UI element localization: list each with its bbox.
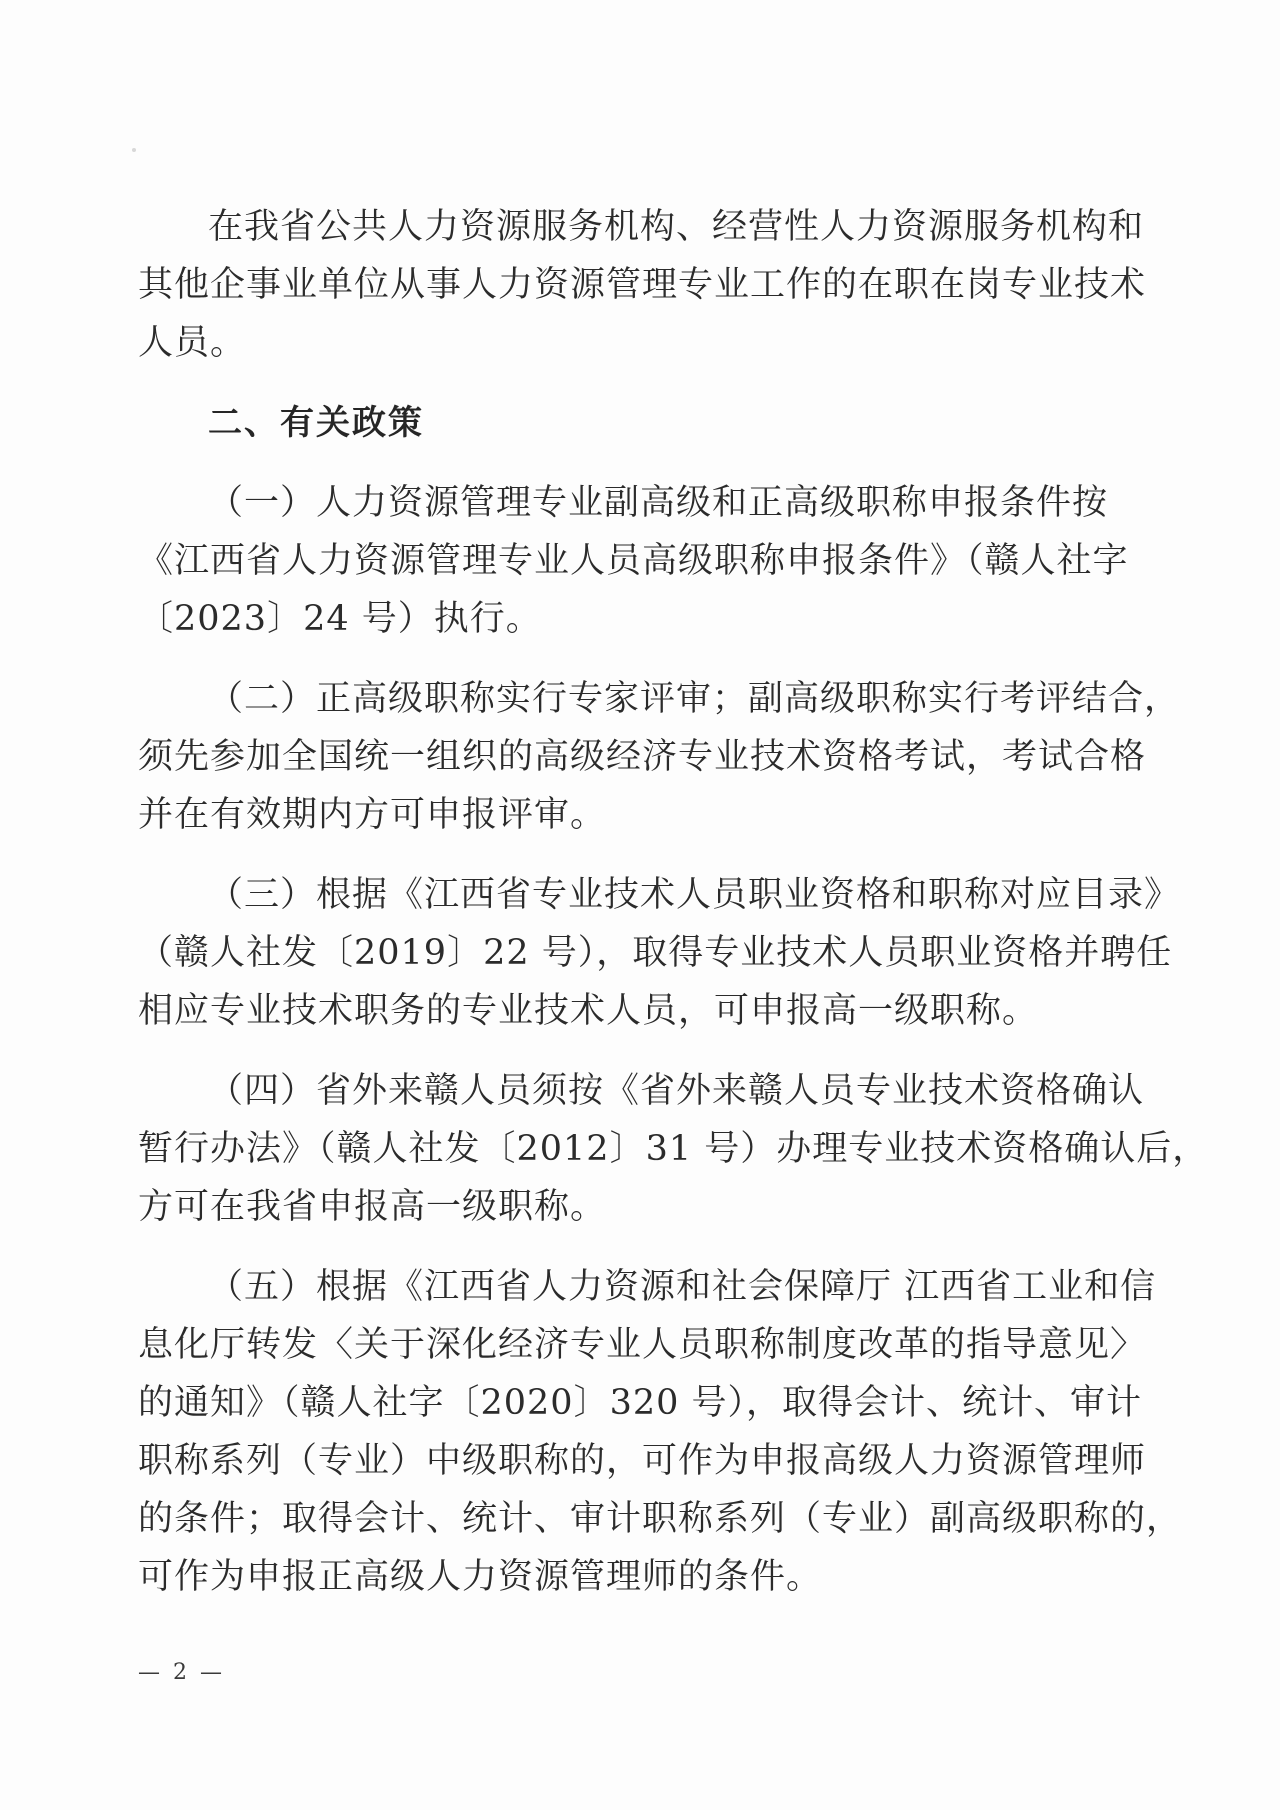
policy-item-4 bbox=[138, 1062, 1209, 1236]
policy-item-2 bbox=[138, 670, 1181, 844]
paragraph-line: 〔2023〕24 号）执行。 bbox=[138, 599, 542, 639]
paragraph-line: 并在有效期内方可申报评审。 bbox=[138, 795, 607, 835]
paragraph-line: 方可在我省申报高一级职称。 bbox=[138, 1187, 607, 1227]
paragraph-line: 的通知》（赣人社字〔2020〕320 号），取得会计、统计、审计 bbox=[138, 1383, 1143, 1423]
paragraph-line: （赣人社发〔2019〕22 号），取得专业技术人员职业资格并聘任 bbox=[138, 933, 1173, 973]
paragraph-line: 可作为申报正高级人力资源管理师的条件。 bbox=[138, 1557, 823, 1597]
paragraph-line: 《江西省人力资源管理专业人员高级职称申报条件》（赣人社字 bbox=[138, 541, 1129, 581]
policy-item-1 bbox=[138, 474, 1129, 648]
paragraph-line: （二）正高级职称实行专家评审；副高级职称实行考评结合， bbox=[208, 679, 1181, 719]
paragraph-line: （五）根据《江西省人力资源和社会保障厅 江西省工业和信 bbox=[208, 1267, 1157, 1307]
paragraph-line: 息化厅转发〈关于深化经济专业人员职称制度改革的指导意见〉 bbox=[138, 1325, 1147, 1365]
paragraph-line: （四）省外来赣人员须按《省外来赣人员专业技术资格确认 bbox=[208, 1071, 1145, 1111]
paragraph-line: 人员。 bbox=[138, 323, 247, 363]
paragraph-line: 相应专业技术职务的专业技术人员，可申报高一级职称。 bbox=[138, 991, 1039, 1031]
paragraph-line: 职称系列（专业）中级职称的，可作为申报高级人力资源管理师 bbox=[138, 1441, 1147, 1481]
paragraph-line: 的条件；取得会计、统计、审计职称系列（专业）副高级职称的， bbox=[138, 1499, 1183, 1539]
paragraph-line: 在我省公共人力资源服务机构、经营性人力资源服务机构和 bbox=[208, 207, 1145, 247]
page-number: — 2 — bbox=[138, 1660, 225, 1685]
paragraph-line: （三）根据《江西省专业技术人员职业资格和职称对应目录》 bbox=[208, 875, 1181, 915]
intro-paragraph bbox=[138, 198, 1147, 372]
paragraph-line: 其他企事业单位从事人力资源管理专业工作的在职在岗专业技术 bbox=[138, 265, 1147, 305]
paragraph-line: （一）人力资源管理专业副高级和正高级职称申报条件按 bbox=[208, 483, 1109, 523]
scan-speck bbox=[132, 148, 136, 152]
section-heading: 二、有关政策 bbox=[208, 403, 424, 443]
document-body bbox=[138, 198, 1209, 1628]
paragraph-line: 暂行办法》（赣人社发〔2012〕31 号）办理专业技术资格确认后， bbox=[138, 1129, 1209, 1169]
policy-item-3 bbox=[138, 866, 1181, 1040]
policy-item-5 bbox=[138, 1258, 1183, 1606]
paragraph-line: 须先参加全国统一组织的高级经济专业技术资格考试，考试合格 bbox=[138, 737, 1147, 777]
